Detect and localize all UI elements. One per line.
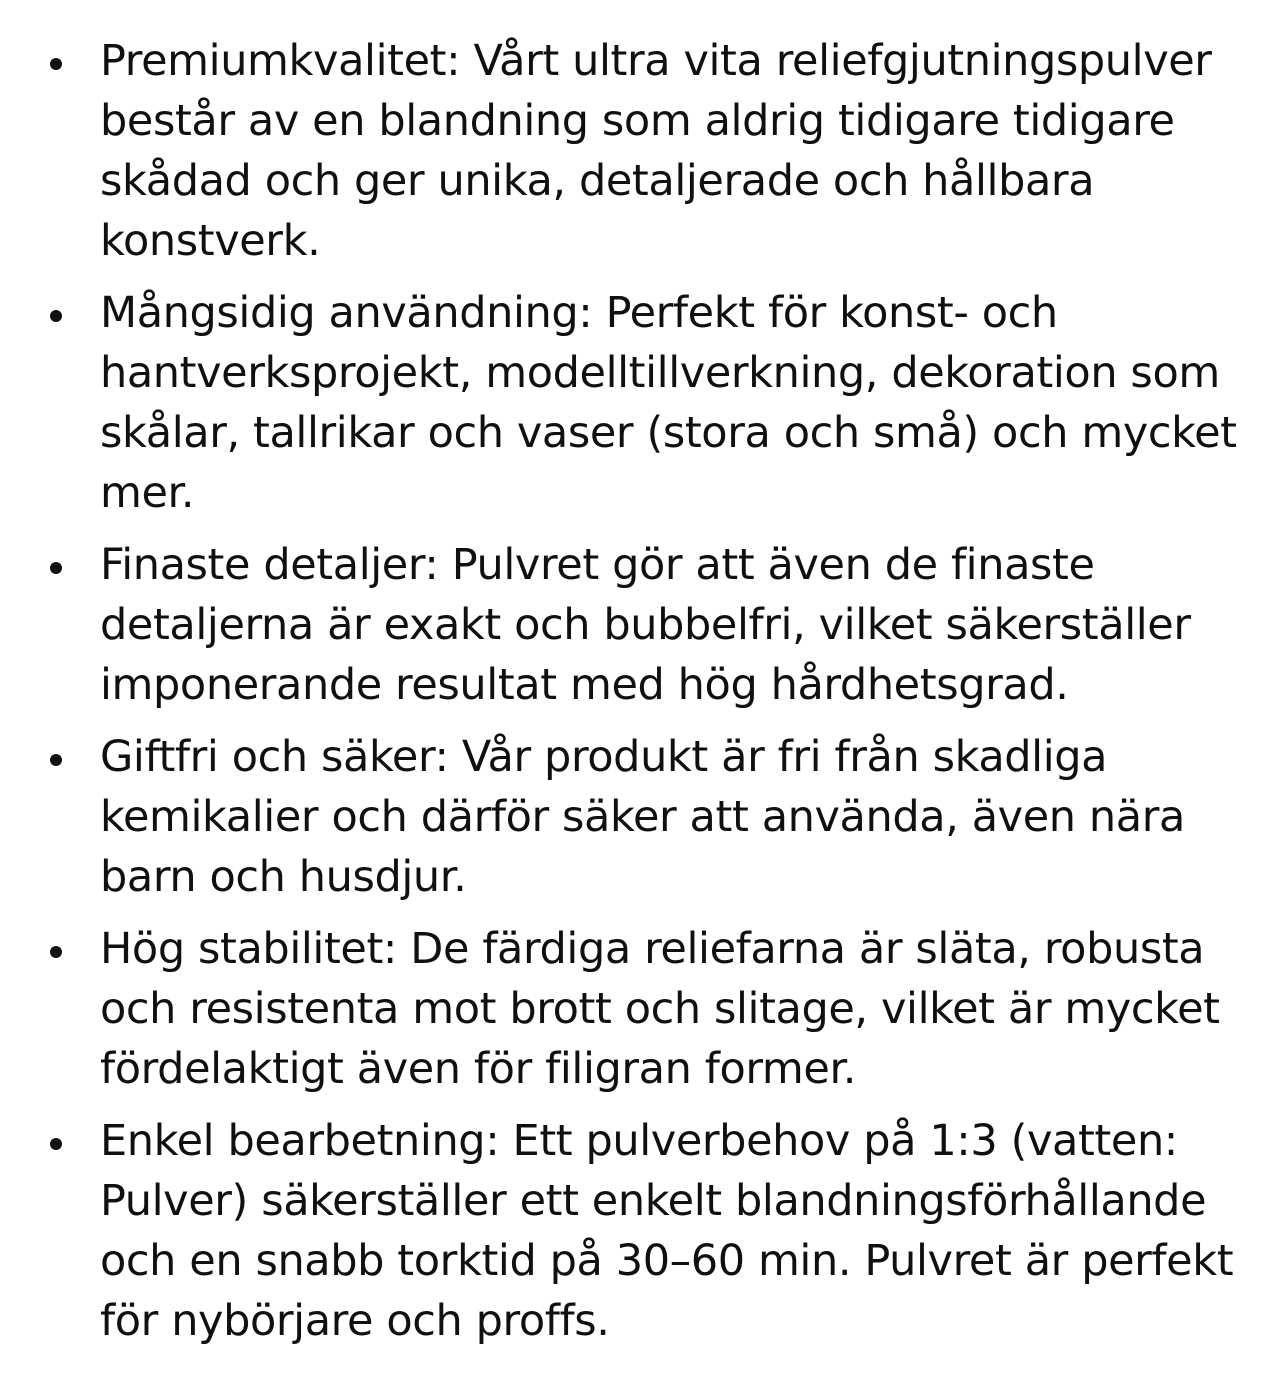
bullet-dot-icon <box>50 1138 62 1150</box>
bullet-dot-icon <box>50 310 62 322</box>
list-item <box>0 919 1284 1099</box>
list-item <box>0 1111 1284 1351</box>
bullet-text: Finaste detaljer: Pulvret gör att även de finaste detaljerna är exakt och bubbelfri, vilket säkerställer imponerande resultat med hög hårdhetsgrad. <box>100 540 1191 710</box>
bullet-dot-icon <box>50 754 62 766</box>
bullet-text: Giftfri och säker: Vår produkt är fri från skadliga kemikalier och därför säker att använda, även nära barn och husdjur. <box>100 732 1185 902</box>
bullet-dot-icon <box>50 58 62 70</box>
bullet-text: Mångsidig användning: Perfekt för konst- och hantverksprojekt, modelltillverkning, dekoration som skålar, tallrikar och vaser (stora och små) och mycket mer. <box>100 288 1237 518</box>
bullet-dot-icon <box>50 946 62 958</box>
bullet-text: Hög stabilitet: De färdiga reliefarna är släta, robusta och resistenta mot brott och slitage, vilket är mycket fördelaktigt även för filigran former. <box>100 924 1220 1094</box>
bullet-text: Premiumkvalitet: Vårt ultra vita reliefgjutningspulver består av en blandning som aldrig tidigare tidigare skådad och ger unika, detaljerade och hållbara konstverk. <box>100 36 1212 266</box>
list-item <box>0 31 1284 271</box>
bullet-dot-icon <box>50 562 62 574</box>
feature-bullet-list <box>0 31 1284 1363</box>
list-item <box>0 283 1284 523</box>
bullet-text: Enkel bearbetning: Ett pulverbehov på 1:3 (vatten: Pulver) säkerställer ett enkelt blandningsförhållande och en snabb torktid på 30–60 min. Pulvret är perfekt för nybörjare och proffs. <box>100 1116 1234 1346</box>
list-item <box>0 535 1284 715</box>
list-item <box>0 727 1284 907</box>
